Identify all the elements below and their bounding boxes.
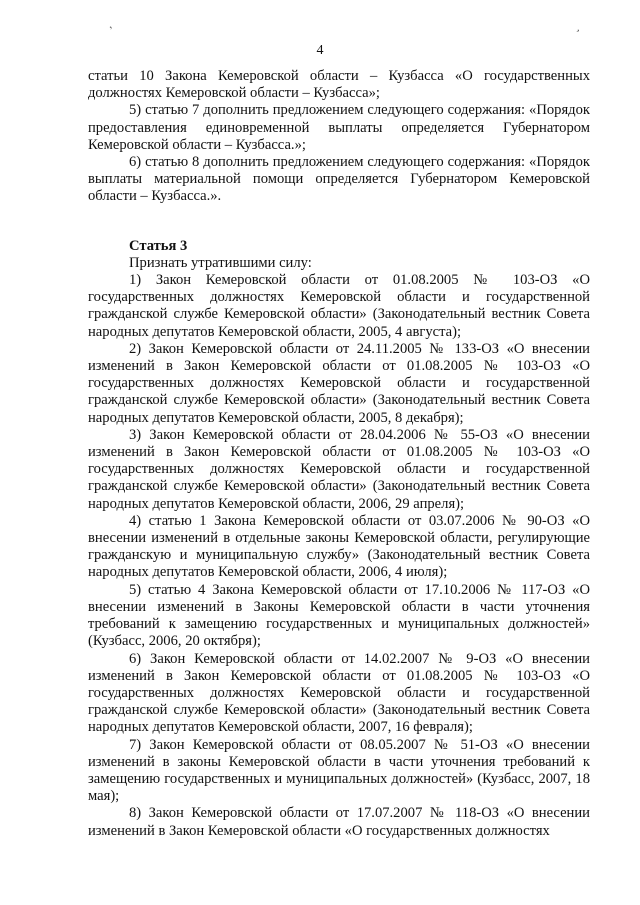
article-heading: Статья 3 [129, 237, 188, 254]
document-body [88, 68, 590, 840]
paragraph: статьи 10 Закона Кемеровской области – Кузбасса «О государственных должностях Кемеровской области – Кузбасса»; [88, 68, 590, 102]
list-item: 8) Закон Кемеровской области от 17.07.2007 № 118-ОЗ «О внесении изменений в Закон Кемеровской области «О государственных должностях [88, 805, 590, 839]
list-item: 2) Закон Кемеровской области от 24.11.2005 № 133-ОЗ «О внесении изменений в Закон Кемеровской области от 01.08.2005 № 103-ОЗ «О государственных должностях Кемеровской области и государственной гражданской службе Кемеровской области» (Законодательный вестник Совета народных депутатов Кемеровской области, 2005, 8 декабря); [88, 340, 590, 426]
paragraph: 5) статью 7 дополнить предложением следующего содержания: «Порядок предоставления единовременной выплаты определяется Губернатором Кемеровской области – Кузбасса.»; [88, 102, 590, 153]
scan-mark: , [575, 21, 584, 35]
scan-mark: , [105, 19, 114, 31]
list-item: 6) Закон Кемеровской области от 14.02.2007 № 9-ОЗ «О внесении изменений в Закон Кемеровской области от 01.08.2005 № 103-ОЗ «О государственных должностях Кемеровской области и государственной гражданской службе Кемеровской области» (Законодательный вестник Совета народных депутатов Кемеровской области, 2007, 16 февраля); [88, 650, 590, 736]
list-item: 3) Закон Кемеровской области от 28.04.2006 № 55-ОЗ «О внесении изменений в Закон Кемеровской области от 01.08.2005 № 103-ОЗ «О государственных должностях Кемеровской области и государственной гражданской службе Кемеровской области» (Законодательный вестник Совета народных депутатов Кемеровской области, 2006, 29 апреля); [88, 426, 590, 512]
paragraph: 6) статью 8 дополнить предложением следующего содержания: «Порядок выплаты материальной помощи определяется Губернатором Кемеровской области – Кузбасса.». [88, 154, 590, 205]
list-item: 7) Закон Кемеровской области от 08.05.2007 № 51-ОЗ «О внесении изменений в законы Кемеровской области в части уточнения требований к замещению государственных и муниципальных должностей» (Кузбасс, 2007, 18 мая); [88, 736, 590, 805]
list-item: 5) статью 4 Закона Кемеровской области от 17.10.2006 № 117-ОЗ «О внесении изменений в Законы Кемеровской области в части уточнения требований к замещению государственных и муниципальных должностей» (Кузбасс, 2006, 20 октября); [88, 581, 590, 650]
page-number: 4 [316, 43, 324, 58]
list-item: 1) Закон Кемеровской области от 01.08.2005 № 103-ОЗ «О государственных должностях Кемеровской области и государственной гражданской службе Кемеровской области» (Законодательный вестник Совета народных депутатов Кемеровской области, 2005, 4 августа); [88, 272, 590, 340]
article-lead: Признать утратившими силу: [129, 254, 312, 271]
spacer [88, 206, 590, 238]
list-item: 4) статью 1 Закона Кемеровской области от 03.07.2006 № 90-ОЗ «О внесении изменений в отдельные законы Кемеровской области, регулирующие гражданскую и муниципальную службу» (Законодательный вестник Совета народных депутатов Кемеровской области, 2006, 4 июля); [88, 512, 590, 581]
